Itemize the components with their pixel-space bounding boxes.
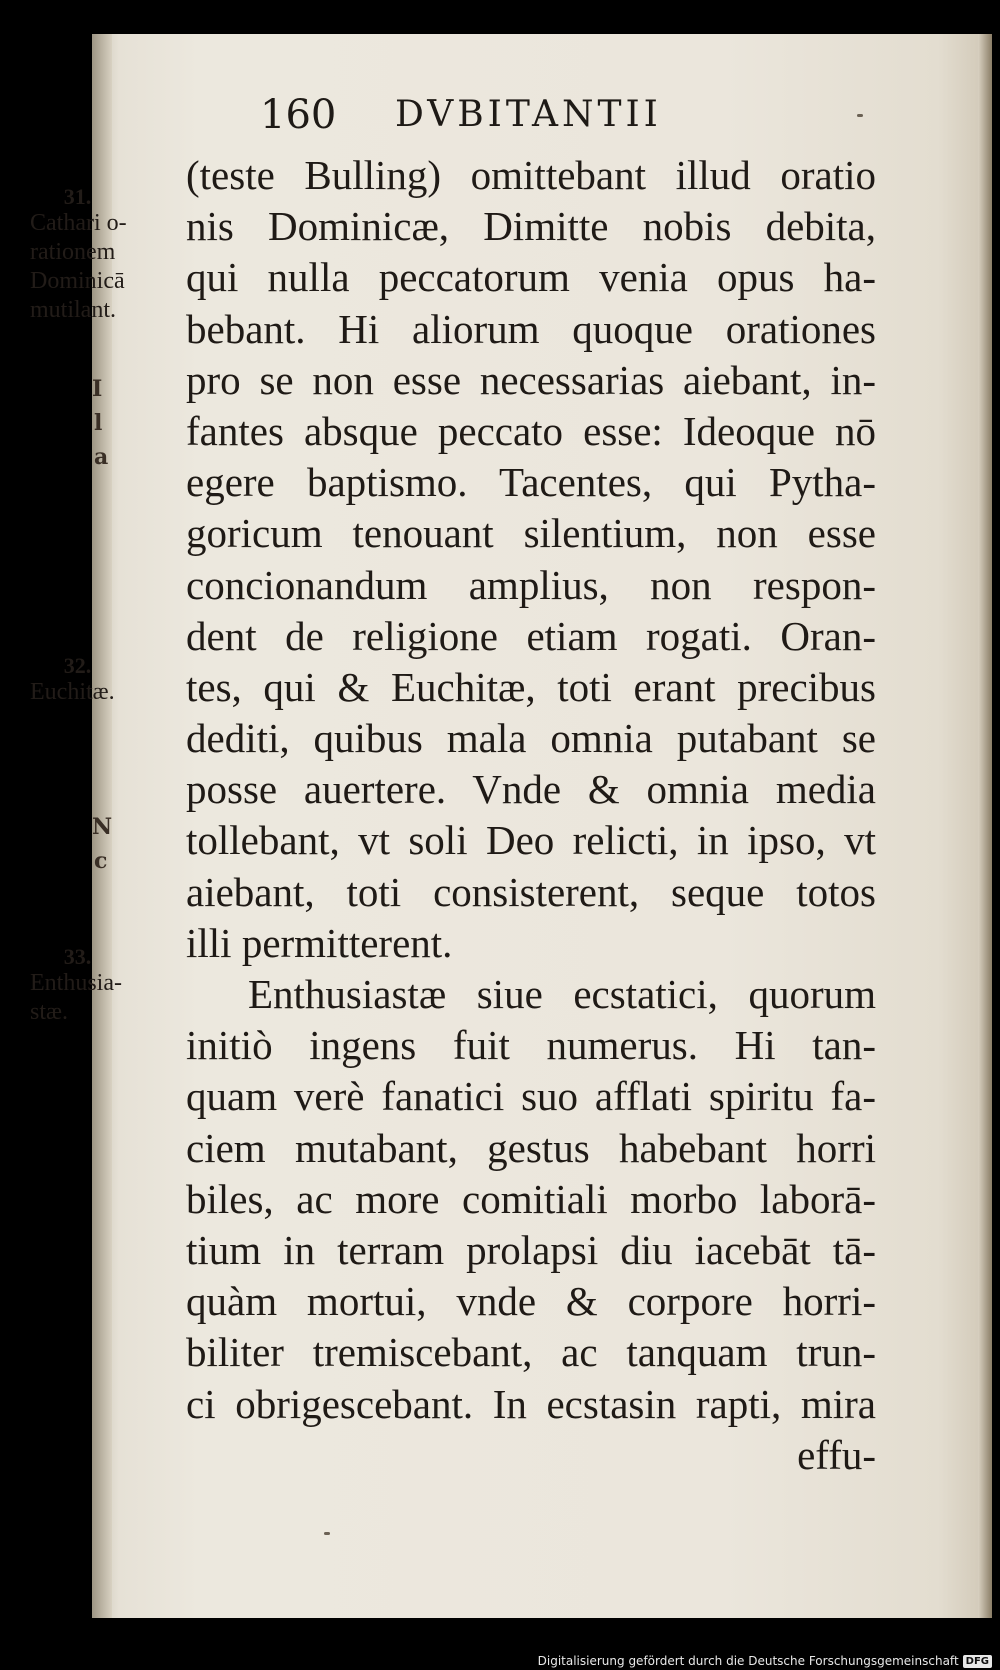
paper-speck [324,1532,330,1535]
text-line: ciem mutabant, gestus habebant horri [186,1124,876,1171]
note-line: Cathari o- [30,210,127,236]
note-line: rationem [30,239,116,265]
digitization-footer [538,1654,992,1668]
text-line: egere baptismo. Tacentes, qui Pytha- [186,459,876,506]
text-line: quam verè fanatici suo afflati spiritu fa- [186,1073,876,1120]
text-line: quàm mortui, vnde & corpore horri- [186,1278,876,1325]
catchword: effu- [797,1431,876,1478]
page-header [170,92,810,142]
text-line: nis Dominicæ, Dimitte nobis debita, [186,203,876,250]
text-line: aiebant, toti consisterent, seque totos [186,868,876,915]
text-line: tes, qui & Euchitæ, toti erant precibus [186,663,876,710]
paper-speck [857,114,863,117]
text-line: biles, ac more comitiali morbo laborā- [186,1175,876,1222]
running-head: DVBITANTII [395,94,662,135]
text-line: tollebant, vt soli Deo relicti, in ipso, vt [186,817,876,864]
bleed-through-char: c [94,848,108,874]
note-line: Dominicā [30,268,125,294]
text-line: tium in terram prolapsi diu iacebāt tā- [186,1226,876,1273]
body-text [186,150,876,1481]
text-line: posse auertere. Vnde & omnia media [186,766,876,813]
margin-note [30,654,185,707]
text-line: fantes absque peccato esse: Ideoque nō [186,407,876,454]
text-line: biliter tremiscebant, ac tanquam trun- [186,1329,876,1376]
note-line: stæ. [30,999,69,1025]
page-number: 160 [260,92,337,138]
note-line: Enthusia- [30,970,122,996]
note-line: Euchitæ. [30,679,115,705]
note-number: 32. [63,653,92,678]
note-number: 33. [63,944,92,969]
text-line: pro se non esse necessarias aiebant, in- [186,356,876,403]
note-number: 31. [63,184,92,209]
text-line: illi permitterent. [186,919,453,966]
margin-note [30,945,185,1027]
margin-note [30,185,185,325]
text-line: ci obrigescebant. In ecstasin rapti, mira [186,1380,876,1427]
dfg-logo: DFG [963,1655,992,1668]
text-line: dediti, quibus mala omnia putabant se [186,715,876,762]
bleed-through-char: N [92,814,113,840]
text-line: Enthusiastæ siue ecstatici, quorum [248,971,876,1017]
text-line: initiò ingens fuit numerus. Hi tan- [186,1022,876,1069]
text-line: (teste Bulling) omittebant illud oratio [186,152,876,198]
text-line: dent de religione etiam rogati. Oran- [186,612,876,659]
bleed-through-char: I [92,376,103,402]
footer-credit: Digitalisierung gefördert durch die Deutsche Forschungsgemeinschaft [537,1654,959,1668]
text-line: qui nulla peccatorum venia opus ha- [186,254,876,301]
text-line: bebant. Hi aliorum quoque orationes [186,305,876,352]
bleed-through-char: a [94,444,109,470]
page-edge [978,34,992,1618]
text-line: goricum tenouant silentium, non esse [186,510,876,557]
note-line: mutilant. [30,297,116,323]
bleed-through-char: l [94,410,103,436]
text-line: concionandum amplius, non respon- [186,561,876,608]
